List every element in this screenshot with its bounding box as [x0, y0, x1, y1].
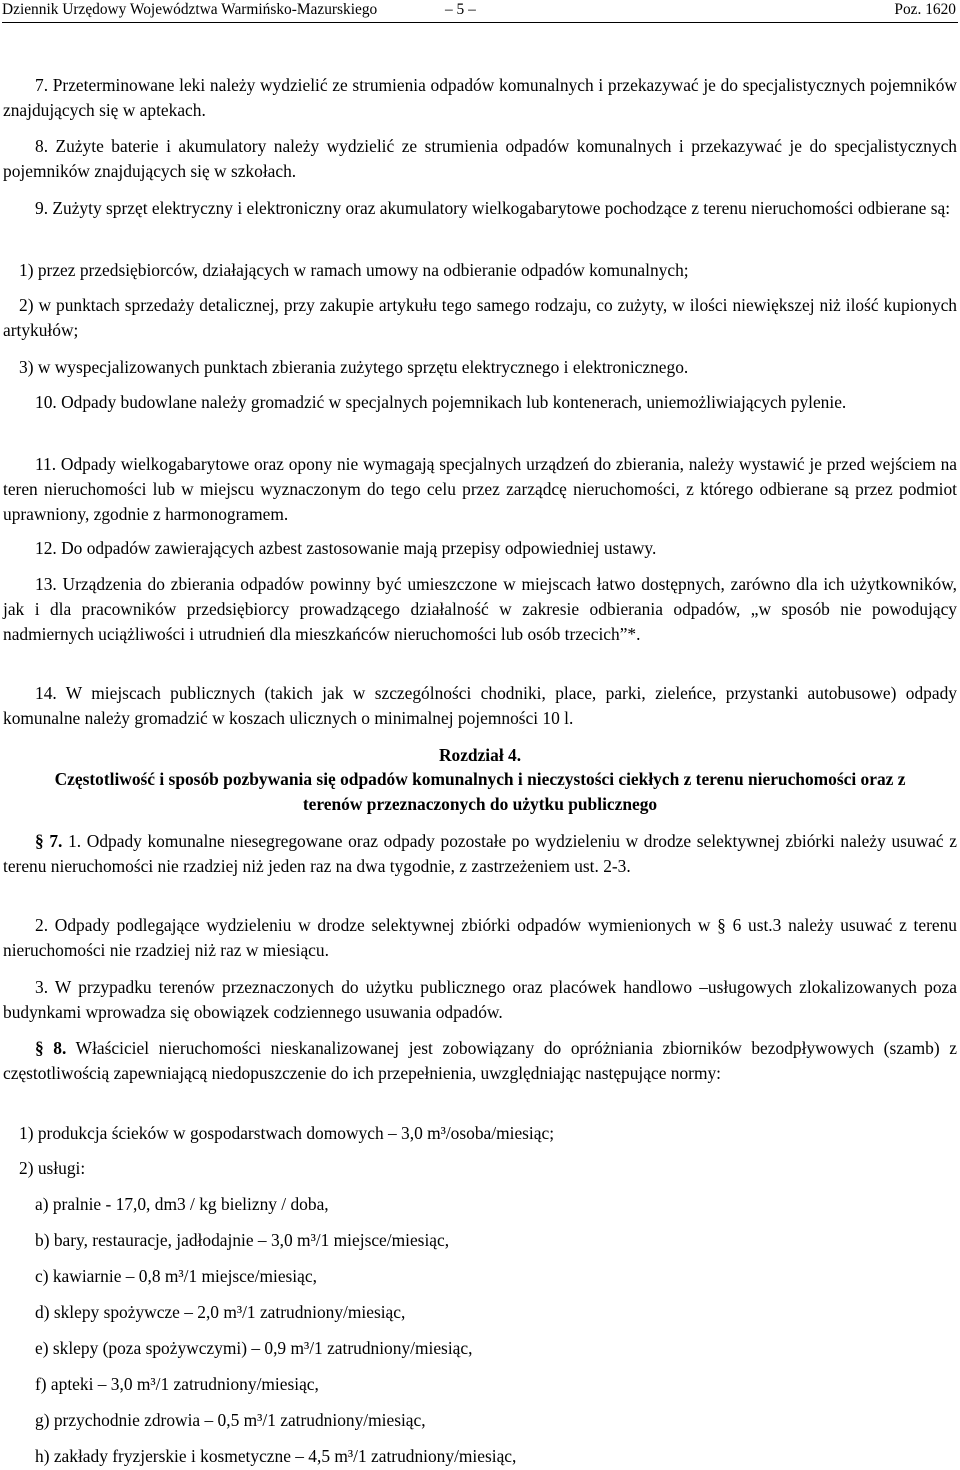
norm-item: c) kawiarnie – 0,8 m³/1 miejsce/miesiąc,: [35, 1266, 317, 1286]
paragraph-9: 9. Zużyty sprzęt elektryczny i elektroniczny oraz akumulatory wielkogabarytowe pochodzące z terenu nieruchomości odbierane są:: [35, 198, 951, 218]
section-8-mark: § 8.: [35, 1038, 67, 1058]
norm-item: b) bary, restauracje, jadłodajnie – 3,0 m³/1 miejsce/miesiąc,: [35, 1230, 450, 1250]
section-7-mark: § 7.: [35, 831, 63, 851]
section-7-item-1: [3, 829, 957, 879]
paragraph-11: 11. Odpady wielkogabarytowe oraz opony nie wymagają specjalnych urządzeń do zbierania, należy wystawić je przed wejściem na teren nieruchomości lub w miejscu wyznaczonym do tego celu przez zarządcę nieruchomości, z którego odbierane są przez podmiot uprawniony, zgodnie z harmonogramem.: [3, 454, 957, 524]
section-8-intro: [3, 1036, 957, 1086]
section-7-item-2: 2. Odpady podlegające wydzieleniu w drodze selektywnej zbiórki odpadów wymienionych w § 6 ust.3 należy usuwać z terenu nieruchomości nie rzadziej niż raz w miesiącu.: [3, 915, 957, 960]
journal-title: Dziennik Urzędowy Województwa Warmińsko-Mazurskiego: [2, 1, 378, 18]
norm-item: h) zakłady fryzjerskie i kosmetyczne – 4,5 m³/1 zatrudniony/miesiąc,: [35, 1446, 517, 1466]
norm-item: d) sklepy spożywcze – 2,0 m³/1 zatrudniony/miesiąc,: [35, 1302, 406, 1322]
norm-item: e) sklepy (poza spożywczymi) – 0,9 m³/1 zatrudniony/miesiąc,: [35, 1338, 473, 1358]
paragraph-7: 7. Przeterminowane leki należy wydzielić ze strumienia odpadów komunalnych i przekazywać je do specjalistycznych pojemników znajdujących się w aptekach.: [3, 75, 957, 120]
paragraph-10: 10. Odpady budowlane należy gromadzić w specjalnych pojemnikach lub kontenerach, uniemożliwiających pylenie.: [35, 392, 847, 412]
paragraph-14: 14. W miejscach publicznych (takich jak w szczególności chodniki, place, parki, zieleńce, przystanki autobusowe) odpady komunalne należy gromadzić w koszach ulicznych o minimalnej pojemności 10 l.: [3, 683, 957, 728]
section-7-item-1-text: 1. Odpady komunalne niesegregowane oraz odpady pozostałe po wydzieleniu w drodze selektywnej zbiórki należy usuwać z terenu nieruchomości nie rzadziej niż jeden raz na dwa tygodnie, z zastrzeżeniem ust. 2-3.: [3, 831, 957, 876]
chapter-number: Rozdział 4.: [438, 745, 522, 765]
paragraph-8: 8. Zużyte baterie i akumulatory należy wydzielić ze strumienia odpadów komunalnych i przekazywać je do specjalistycznych pojemników znajdujących się w szkołach.: [3, 136, 957, 181]
list-item-9-2: 2) w punktach sprzedaży detalicznej, przy zakupie artykułu tego samego rodzaju, co zużyty, w ilości niewiększej niż ilość kupionych artykułów;: [3, 295, 957, 340]
header-rule: [2, 22, 958, 23]
section-8-intro-text: Właściciel nieruchomości nieskanalizowanej jest zobowiązany do opróżniania zbiorników bezodpływowych (szamb) z częstotliwością zapewniającą niedopuszczenie do ich przepełnienia, uwzględniając następujące normy:: [3, 1038, 957, 1083]
norm-item: 2) usługi:: [19, 1158, 86, 1178]
norm-item: g) przychodnie zdrowia – 0,5 m³/1 zatrudniony/miesiąc,: [35, 1410, 426, 1430]
position-number: Poz. 1620: [894, 1, 956, 18]
paragraph-12: 12. Do odpadów zawierających azbest zastosowanie mają przepisy odpowiedniej ustawy.: [35, 538, 657, 558]
page-number: – 5 –: [445, 1, 476, 18]
list-item-9-1: 1) przez przedsiębiorców, działających w ramach umowy na odbieranie odpadów komunalnych;: [19, 260, 689, 280]
section-7-item-3: 3. W przypadku terenów przeznaczonych do użytku publicznego oraz placówek handlowo –usługowych zlokalizowanych poza budynkami wprowadza się obowiązek codziennego usuwania odpadów.: [3, 977, 957, 1022]
norm-item: a) pralnie - 17,0, dm3 / kg bielizny / doba,: [35, 1194, 329, 1214]
page-header: [2, 0, 960, 22]
norm-item: f) apteki – 3,0 m³/1 zatrudniony/miesiąc,: [35, 1374, 319, 1394]
chapter-title: Częstotliwość i sposób pozbywania się odpadów komunalnych i nieczystości ciekłych z terenu nieruchomości oraz z terenów przeznaczonych do użytku publicznego: [54, 769, 906, 814]
norm-item: 1) produkcja ścieków w gospodarstwach domowych – 3,0 m³/osoba/miesiąc;: [19, 1123, 555, 1143]
paragraph-13: 13. Urządzenia do zbierania odpadów powinny być umieszczone w miejscach łatwo dostępnych, zarówno dla ich użytkowników, jak i dla pracowników przedsiębiorcy prowadzącego działalność w zakresie odbierania odpadów, „w sposób nie powodujący nadmiernych uciążliwości i utrudnień dla mieszkańców nieruchomości lub osób trzecich”*.: [3, 574, 957, 644]
list-item-9-3: 3) w wyspecjalizowanych punktach zbierania zużytego sprzętu elektrycznego i elektronicznego.: [19, 357, 689, 377]
